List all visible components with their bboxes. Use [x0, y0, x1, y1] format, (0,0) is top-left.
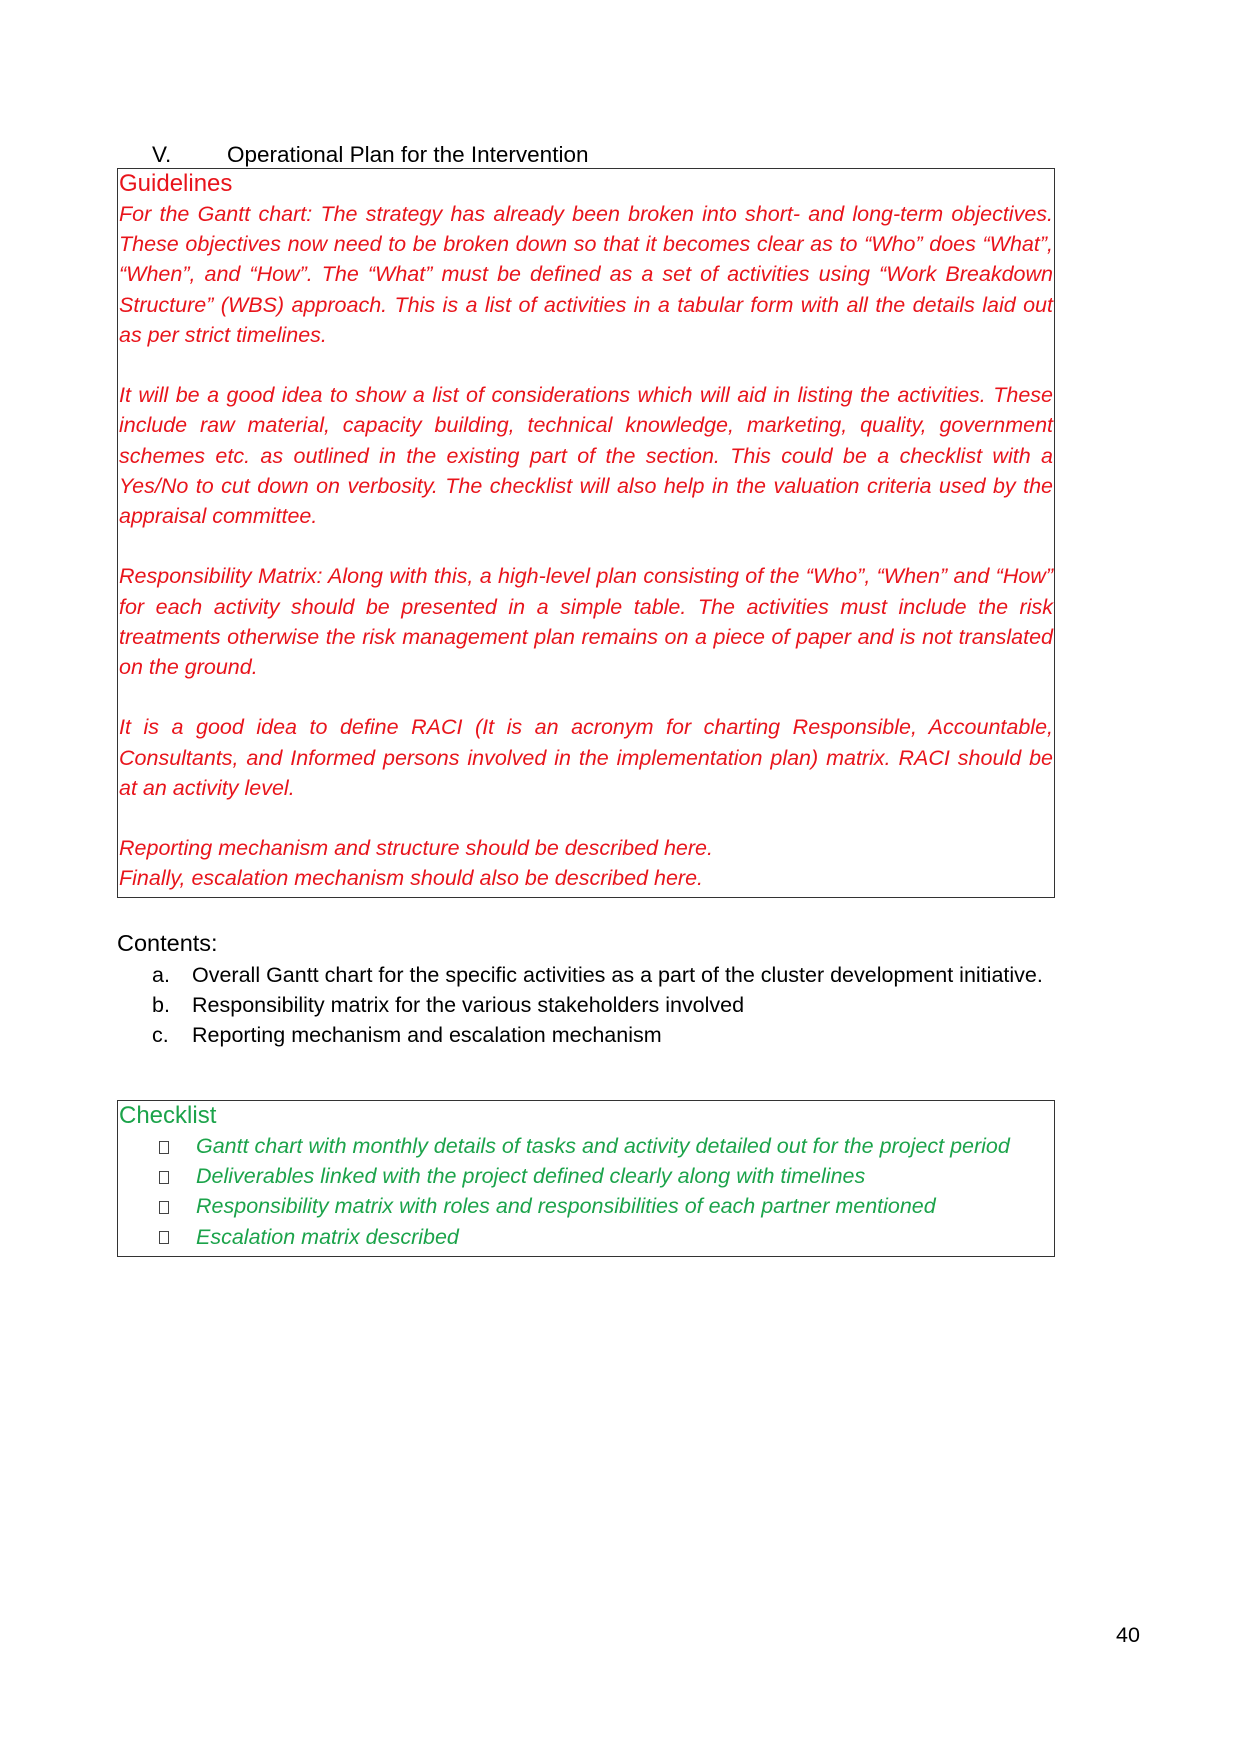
checklist-items — [119, 1131, 1053, 1252]
list-item-text: Overall Gantt chart for the specific activities as a part of the cluster development initiative. — [192, 963, 1043, 987]
checklist-item-text: Escalation matrix described — [196, 1224, 459, 1249]
checkbox-icon — [159, 1201, 169, 1214]
list-item — [152, 960, 1043, 990]
guidelines-paragraph-reporting: Reporting mechanism and structure should be described here. — [119, 836, 713, 861]
list-item — [152, 990, 1043, 1020]
list-item — [152, 1020, 1043, 1050]
guidelines-paragraph-raci: It is a good idea to define RACI (It is an acronym for charting Responsible, Accountable, Consultants, and Informed persons involved in the implementation plan) matrix. RACI should be at an activity level. — [119, 715, 1053, 800]
list-marker: a. — [152, 963, 170, 987]
list-item-text: Reporting mechanism and escalation mechanism — [192, 1023, 662, 1048]
guidelines-paragraph-considerations: It will be a good idea to show a list of considerations which will aid in listing the activities. These include raw material, capacity building, technical knowledge, marketing, quality, government schemes etc. as outlined in the existing part of the section. This could be a checklist with a Yes/No to cut down on verbosity. The checklist will also help in the valuation criteria used by the appraisal committee. — [119, 383, 1053, 529]
guidelines-title: Guidelines — [119, 170, 233, 197]
checklist-item-text: Gantt chart with monthly details of tasks and activity detailed out for the project period — [196, 1134, 1010, 1158]
list-marker: b. — [152, 993, 170, 1018]
list-marker: c. — [152, 1023, 169, 1048]
guidelines-paragraph-escalation: Finally, escalation mechanism should also be described here. — [119, 866, 703, 891]
checkbox-icon — [159, 1231, 169, 1244]
section-number: V. — [152, 142, 172, 167]
page-number: 40 — [1116, 1623, 1140, 1647]
checkbox-icon — [159, 1141, 169, 1154]
checklist-item-text: Responsibility matrix with roles and responsibilities of each partner mentioned — [196, 1194, 936, 1219]
contents-title: Contents: — [117, 930, 218, 956]
checklist-item-text: Deliverables linked with the project defined clearly along with timelines — [196, 1164, 866, 1189]
checklist-item — [119, 1191, 1053, 1221]
checklist-title: Checklist — [119, 1102, 217, 1129]
checklist-item — [119, 1131, 1053, 1161]
checklist-item — [119, 1222, 1053, 1252]
section-heading — [152, 141, 588, 168]
guidelines-paragraph-responsibility: Responsibility Matrix: Along with this, a high-level plan consisting of the “Who”, “When” and “How” for each activity should be presented in a simple table. The activities must include the risk treatments otherwise the risk management plan remains on a piece of paper and is not translated on the ground. — [119, 564, 1053, 680]
contents-list — [152, 960, 1043, 1051]
guidelines-box — [117, 168, 1055, 898]
guidelines-paragraph-gantt: For the Gantt chart: The strategy has already been broken into short- and long-term objectives. These objectives now need to be broken down so that it becomes clear as to “Who” does “What”, “When”, and “How”. The “What” must be defined as a set of activities using “Work Breakdown Structure” (WBS) approach. This is a list of activities in a tabular form with all the details laid out as per strict timelines. — [119, 202, 1053, 347]
checklist-item — [119, 1161, 1053, 1191]
checklist-box — [117, 1100, 1055, 1257]
section-title: Operational Plan for the Intervention — [227, 142, 589, 167]
checkbox-icon — [159, 1171, 169, 1184]
list-item-text: Responsibility matrix for the various stakeholders involved — [192, 993, 745, 1018]
